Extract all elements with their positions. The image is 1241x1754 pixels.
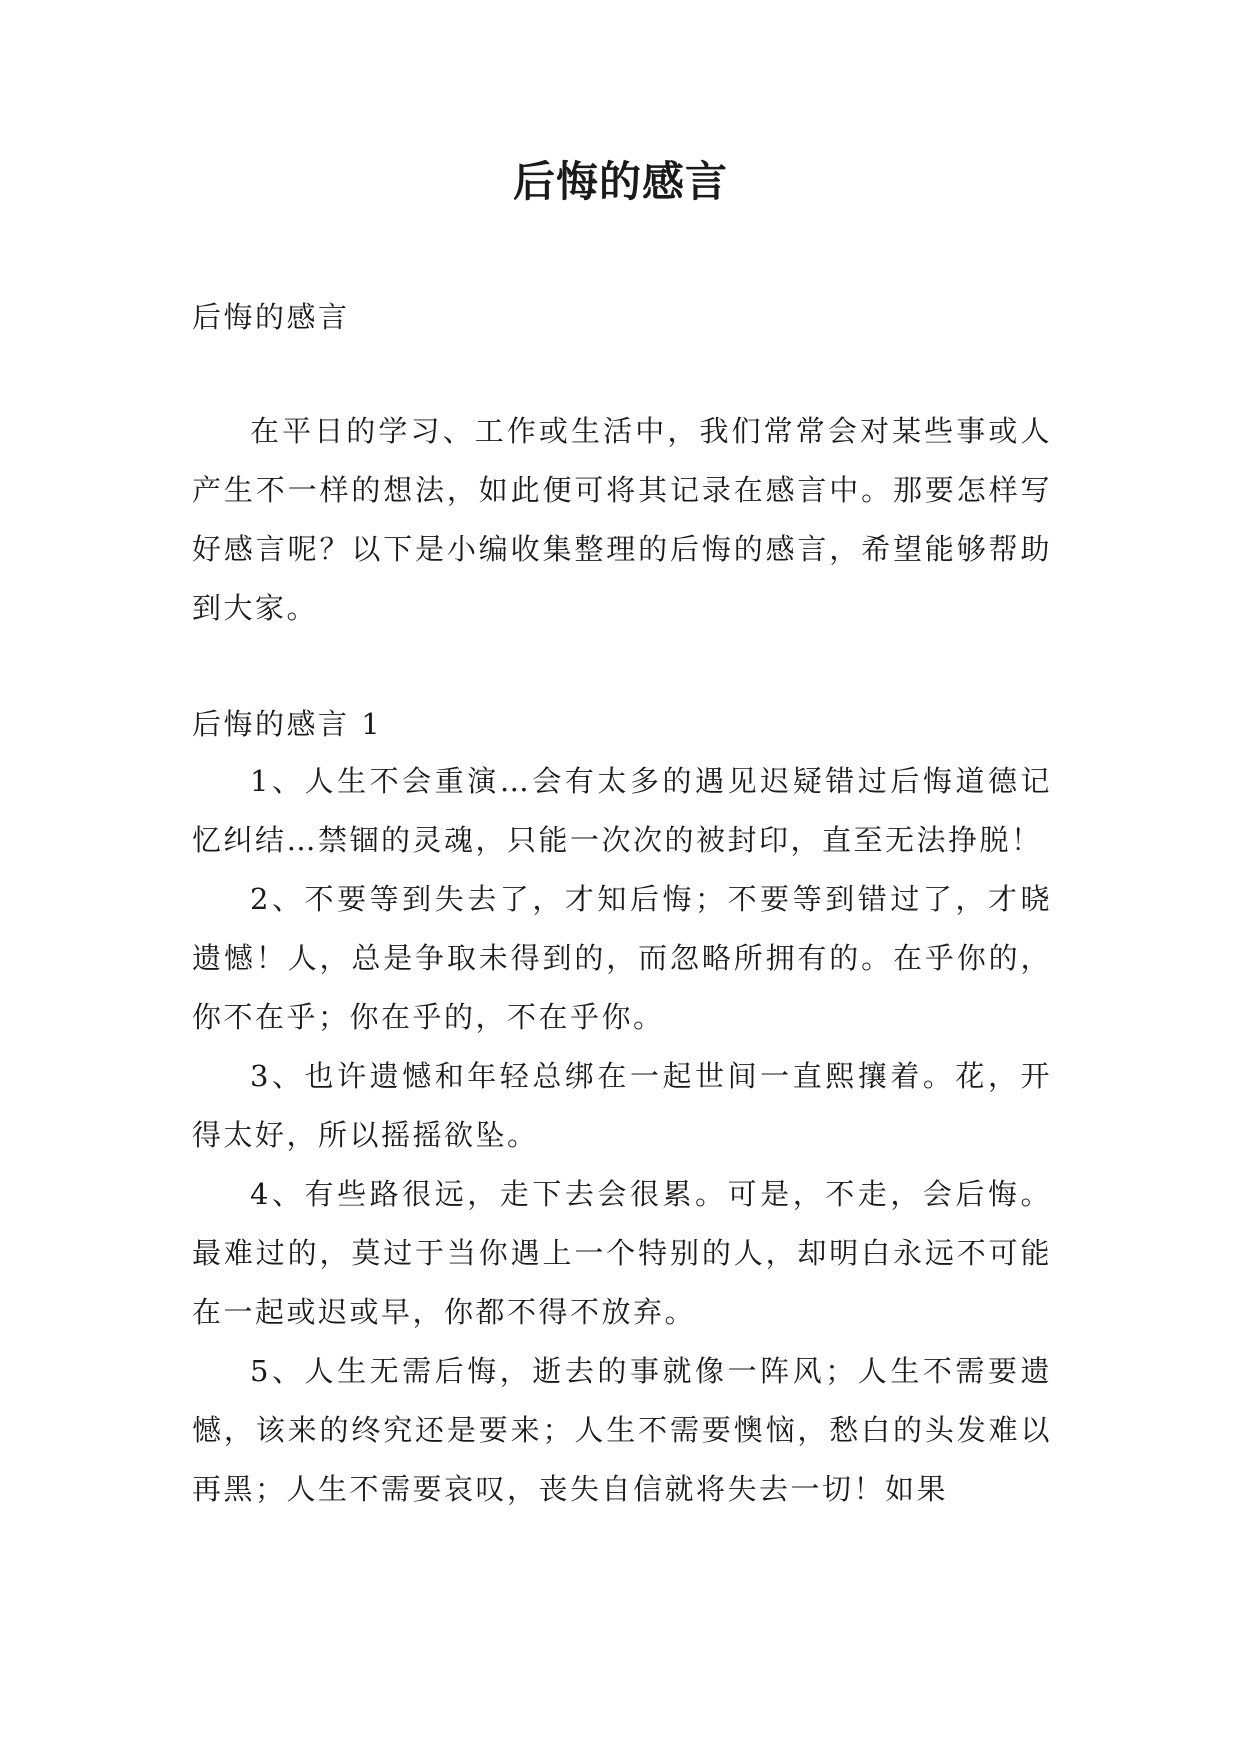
item-list <box>192 752 1052 1519</box>
list-item: 1、人生不会重演…会有太多的遇见迟疑错过后悔道德记忆纠结…禁锢的灵魂，只能一次次的被封印，直至无法挣脱！ <box>192 764 1052 857</box>
section-heading-text: 后悔的感言 1 <box>192 707 383 741</box>
list-item: 5、人生无需后悔，逝去的事就像一阵风；人生不需要遗憾，该来的终究还是要来；人生不需要懊恼，愁白的头发难以再黑；人生不需要哀叹，丧失自信就将失去一切！如果 <box>192 1354 1052 1506</box>
intro-text: 在平日的学习、工作或生活中，我们常常会对某些事或人产生不一样的想法，如此便可将其记录在感言中。那要怎样写好感言呢？以下是小编收集整理的后悔的感言，希望能够帮助到大家。 <box>192 414 1052 625</box>
intro-paragraph <box>192 402 1052 638</box>
list-item: 2、不要等到失去了，才知后悔；不要等到错过了，才晓遗憾！人，总是争取未得到的，而忽略所拥有的。在乎你的，你不在乎；你在乎的，不在乎你。 <box>192 882 1052 1034</box>
document-subtitle <box>192 288 1052 347</box>
subtitle-text: 后悔的感言 <box>192 300 350 334</box>
document-title: 后悔的感言 <box>512 157 728 206</box>
list-item: 3、也许遗憾和年轻总绑在一起世间一直熙攘着。花，开得太好，所以摇摇欲坠。 <box>192 1059 1052 1152</box>
section-heading <box>192 695 1052 754</box>
list-item: 4、有些路很远，走下去会很累。可是，不走，会后悔。最难过的，莫过于当你遇上一个特别的人，却明白永远不可能在一起或迟或早，你都不得不放弃。 <box>192 1177 1052 1329</box>
